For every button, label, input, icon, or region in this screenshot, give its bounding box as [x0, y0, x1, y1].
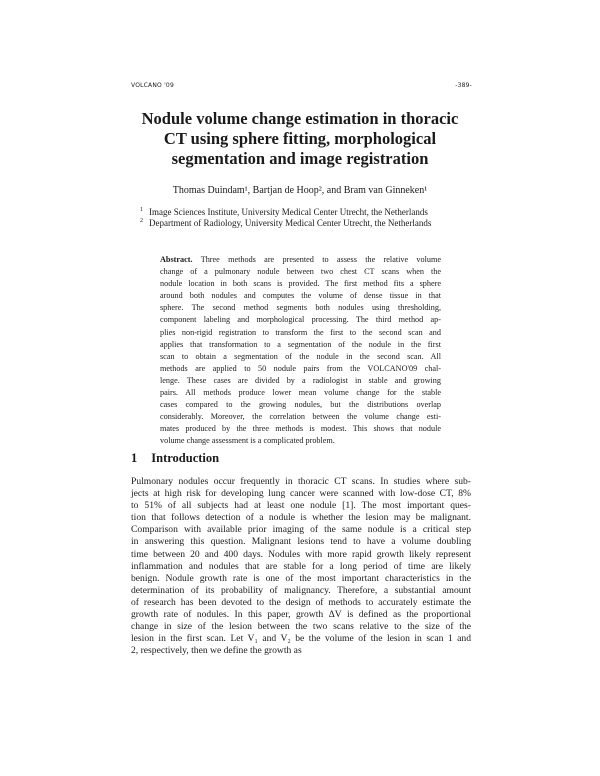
page-number: -389-: [455, 82, 472, 89]
abstract-line: component labeling and morphological processing. The third method ap-: [160, 315, 441, 325]
affiliation: [140, 207, 480, 217]
body-line: 2, respectively, then we define the growth as: [131, 645, 302, 657]
body-line: jects at high risk for developing lung cancer were scanned with low-dose CT, 8%: [131, 488, 471, 500]
affiliation-mark: 1: [140, 207, 143, 213]
abstract-line: plies non-rigid registration to transform the first to the second scan and: [160, 327, 441, 337]
body-line: to 51% of all subjects had at least one nodule [1]. The most important ques-: [131, 500, 471, 512]
abstract-line: cases compared to the growing nodules, but the distributions overlap: [160, 400, 441, 410]
affiliation: [140, 218, 480, 228]
body-line: Pulmonary nodules occur frequently in thoracic CT scans. In studies where sub-: [131, 476, 471, 487]
body-line: determination of its probability of malignancy. Therefore, a substantial amount: [131, 584, 471, 596]
body-line: inflammation and nodules that are stable for a long period of time are likely: [131, 560, 471, 572]
section-number: 1: [131, 451, 138, 465]
abstract-line: considerably. Moreover, the correlation between the volume change esti-: [160, 412, 441, 422]
body-line: in answering this question. Malignant lesions tend to have a volume doubling: [131, 536, 471, 548]
body-line: Comparison with available prior imaging of the same nodule is a critical step: [131, 524, 471, 536]
title-line: Nodule volume change estimation in thoracic: [141, 109, 459, 128]
paper-title: [120, 109, 480, 169]
abstract-line: lenge. These cases are divided by a radiologist in stable and growing: [160, 375, 441, 385]
body-line: time between 20 and 400 days. Nodules with more rapid growth likely represent: [131, 548, 471, 560]
author-list: Thomas Duindam¹, Bartjan de Hoop², and Bram van Ginneken¹: [172, 185, 428, 196]
abstract: [160, 254, 441, 448]
section-heading: [131, 451, 219, 466]
running-head-left: VOLCANO '09: [131, 82, 174, 89]
abstract-line: around both nodules and computes the volume of dense tissue in that: [160, 291, 441, 301]
running-head: [131, 82, 472, 89]
abstract-line: change of a pulmonary nodule between two chest CT scans when the: [160, 267, 441, 277]
abstract-line: methods are applied to 50 nodule pairs from the VOLCANO'09 chal-: [160, 363, 441, 373]
abstract-line: scan to obtain a segmentation of the nodule in the second scan. All: [160, 351, 441, 361]
body-line: tion that follows detection of a nodule is whether the lesion may be malignant.: [131, 512, 471, 524]
affiliation-mark: 2: [140, 218, 143, 224]
body-line: benign. Nodule growth rate is one of the most important characteristics in the: [131, 572, 471, 584]
affiliation-text: Department of Radiology, University Medical Center Utrecht, the Netherlands: [149, 218, 432, 228]
affiliation-text: Image Sciences Institute, University Medical Center Utrecht, the Netherlands: [149, 207, 428, 217]
title-line: segmentation and image registration: [171, 149, 429, 168]
abstract-line: sphere. The second method segments both nodules using thresholding,: [160, 303, 441, 313]
body-line: lesion in the first scan. Let V₁ and V₂ be the volume of the lesion in scan 1 and: [131, 633, 471, 645]
abstract-label: Abstract.: [160, 255, 193, 264]
body-text: [131, 476, 471, 657]
abstract-line: nodule location in both scans is provided. The first method fits a sphere: [160, 279, 441, 289]
abstract-line: applies that transformation to a segmentation of the nodule in the first: [160, 339, 441, 349]
body-line: growth rate of nodules. In this paper, growth ΔV is defined as the proportional: [131, 609, 471, 621]
body-line: of research has been devoted to the design of methods to accurately estimate the: [131, 596, 471, 608]
abstract-line: Three methods are presented to assess the relative volume: [200, 255, 441, 264]
abstract-line: mates produced by the three methods is modest. This shows that nodule: [160, 424, 441, 434]
abstract-line: pairs. All methods produce lower mean volume change for the stable: [160, 388, 441, 398]
abstract-line: volume change assessment is a complicated problem.: [160, 436, 335, 446]
title-line: CT using sphere fitting, morphological: [163, 129, 437, 148]
section-title: Introduction: [151, 451, 220, 465]
body-line: change in size of the lesion between the two scans relative to the size of the: [131, 621, 471, 633]
